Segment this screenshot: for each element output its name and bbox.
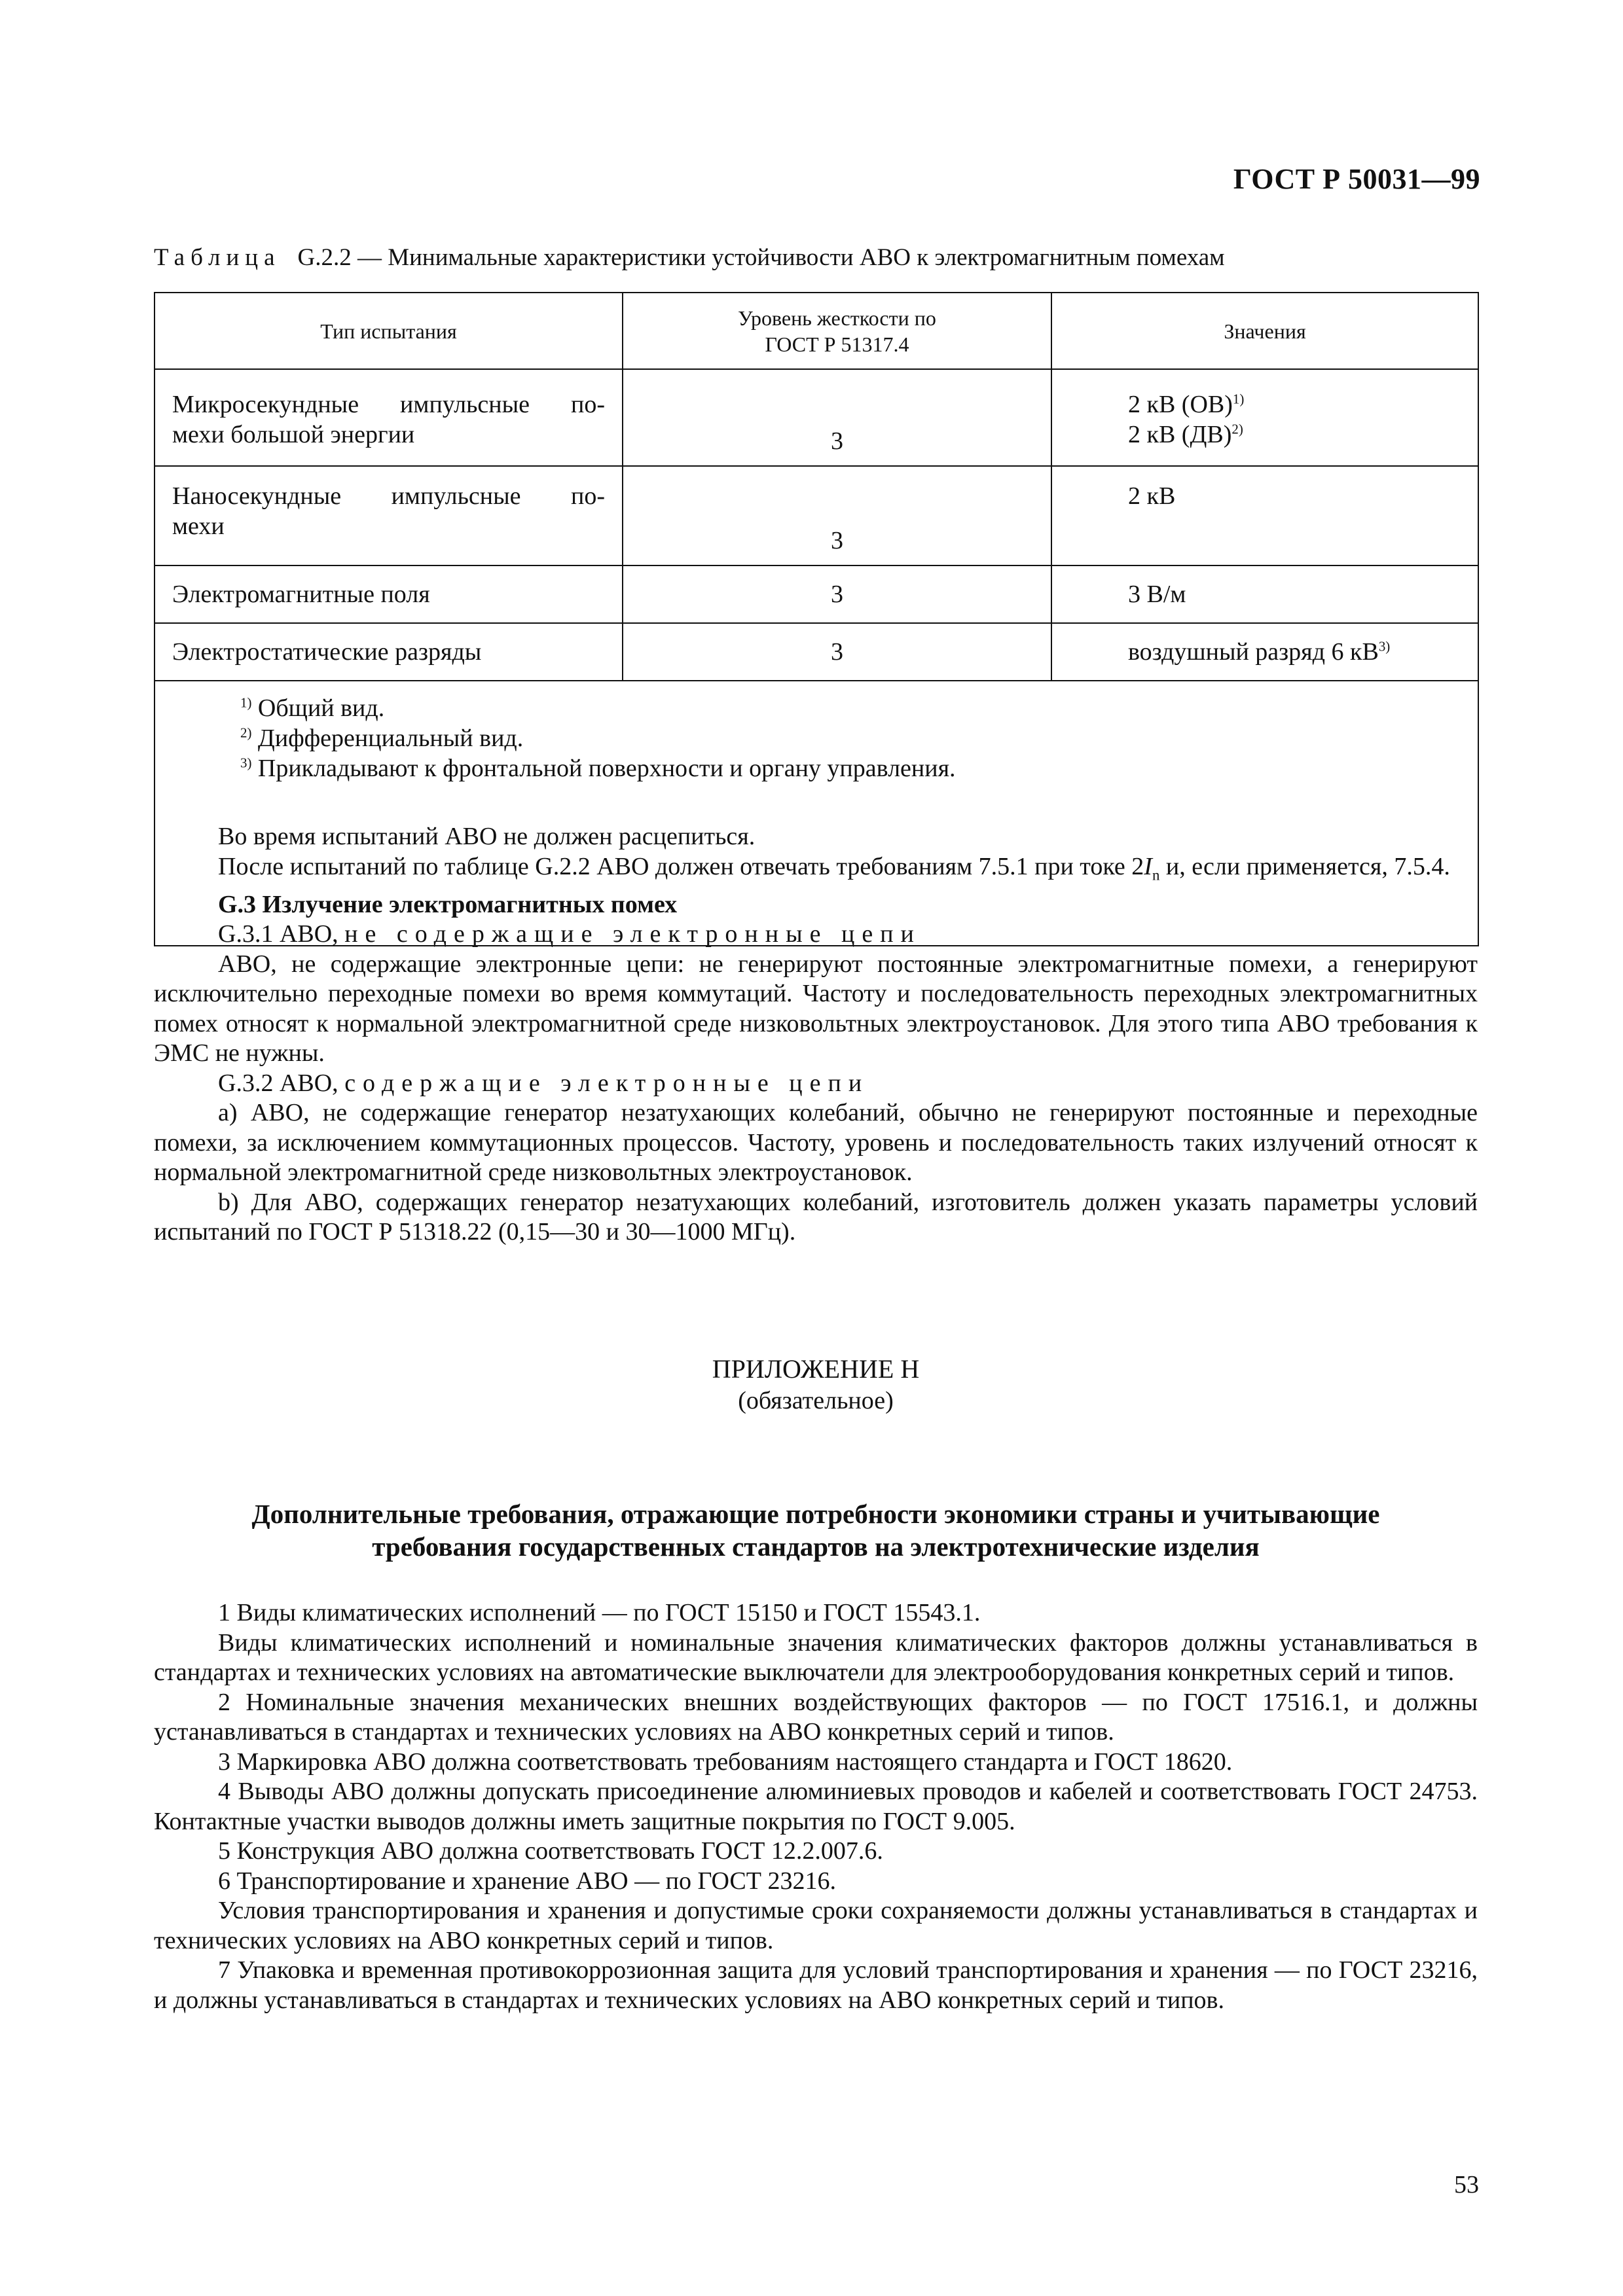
cell-test-type xyxy=(155,565,623,623)
document-code: ГОСТ Р 50031—99 xyxy=(1233,163,1480,195)
test-type-line2: мехи большой энергии xyxy=(172,421,415,448)
value-line1: 2 кВ (ОВ) xyxy=(1128,391,1233,418)
paragraph: a) АВО, не содержащие генератор незатухающих колебаний, обычно не генерируют постоянные и переходные помехи, за исключением коммутационных процессов. Частоту, уровень и последовательность таких излучений относят к нормальной электромагнитной среде низковольтных электроустановок. xyxy=(154,1099,1478,1187)
cell-severity-level: 3 xyxy=(623,466,1051,565)
table-row xyxy=(155,369,1478,466)
value-line1: 2 кВ xyxy=(1128,482,1176,510)
value-text: воздушный разряд 6 кВ xyxy=(1128,638,1379,666)
table-row xyxy=(155,466,1478,565)
header-severity-line2: ГОСТ Р 51317.4 xyxy=(765,332,909,356)
requirement-item: Условия транспортирования и хранения и допустимые сроки сохраняемости должны устанавливаться в стандартах и технических условиях на АВО конкретных серий и типов. xyxy=(154,1897,1478,1954)
paragraph: АВО, не содержащие электронные цепи: не генерируют постоянные электромагнитные помехи, а генерируют исключительно переходные помехи во время коммутаций. Частоту и последовательность переходных электромагнитных помех относят к нормальной электромагнитной среде низковольтных электроустановок. Для этого типа АВО требования к ЭМС не нужны. xyxy=(154,950,1478,1067)
value-footnote-mark: 2) xyxy=(1231,421,1243,437)
header-severity-line1: Уровень жесткости по xyxy=(738,306,936,330)
requirements-title: Дополнительные требования, отражающие потребности экономики страны и учитывающие требования государственных стандартов на электротехнические изделия xyxy=(251,1499,1380,1562)
requirement-item: 5 Конструкция АВО должна соответствовать ГОСТ 12.2.007.6. xyxy=(218,1837,883,1865)
appendix-heading xyxy=(154,1354,1478,1416)
table-row xyxy=(155,623,1478,681)
table-caption-word: Таблица xyxy=(154,244,281,271)
value-footnote-mark: 1) xyxy=(1232,391,1245,407)
cell-value xyxy=(1051,565,1478,623)
table-note: $^{1)}$ Общий вид. xyxy=(240,694,385,722)
appendix-title: ПРИЛОЖЕНИЕ Н xyxy=(712,1354,920,1384)
cell-test-type xyxy=(155,623,623,681)
paragraph: Во время испытаний АВО не должен расцепиться. xyxy=(218,823,756,850)
requirement-item: 3 Маркировка АВО должна соответствовать требованиям настоящего стандарта и ГОСТ 18620. xyxy=(218,1748,1233,1776)
header-values: Значения xyxy=(1051,293,1478,369)
appendix-status: (обязательное) xyxy=(738,1387,894,1414)
test-type-line1: Микросекундные импульсные по- xyxy=(172,391,605,418)
page-number: 53 xyxy=(1454,2171,1479,2198)
subsection-heading-g32: G.3.2 АВО, содержащие электронные цепи xyxy=(218,1069,869,1097)
cell-severity-level: 3 xyxy=(623,565,1051,623)
requirement-item: 1 Виды климатических исполнений — по ГОСТ 15150 и ГОСТ 15543.1. xyxy=(218,1599,981,1626)
section-g-body xyxy=(154,822,1478,1247)
cell-value xyxy=(1051,369,1478,466)
requirement-item: 2 Номинальные значения механических внешних воздействующих факторов — по ГОСТ 17516.1, и должны устанавливаться в стандартах и технических условиях на АВО конкретных серий и типов. xyxy=(154,1688,1478,1746)
header-test-type: Тип испытания xyxy=(155,293,623,369)
table-row xyxy=(155,565,1478,623)
table-caption xyxy=(154,243,1225,272)
subsection-heading-g31: G.3.1 АВО, не содержащие электронные цепи xyxy=(218,920,921,948)
requirements-body xyxy=(154,1598,1478,2015)
header-severity-level xyxy=(623,293,1051,369)
cell-severity-level: 3 xyxy=(623,369,1051,466)
paragraph: b) Для АВО, содержащих генератор незатухающих колебаний, изготовитель должен указать параметры условий испытаний по ГОСТ Р 51318.22 (0,15—30 и 30—1000 МГц). xyxy=(154,1188,1478,1246)
paragraph: После испытаний по таблице G.2.2 АВО должен отвечать требованиям 7.5.1 при токе $2I_n$ и, если применяется, 7.5.4. xyxy=(218,852,1450,884)
cell-value xyxy=(1051,466,1478,565)
test-type-text: Электростатические разряды xyxy=(172,638,482,666)
requirement-item: Виды климатических исполнений и номинальные значения климатических факторов должны устанавливаться в стандартах и технических условиях на автоматические выключатели для электрооборудования конкретных серий и типов. xyxy=(154,1628,1478,1686)
cell-test-type xyxy=(155,369,623,466)
cell-severity-level: 3 xyxy=(623,623,1051,681)
test-type-line2: мехи xyxy=(172,512,225,540)
table-note: $^{3)}$ Прикладывают к фронтальной поверхности и органу управления. xyxy=(240,755,956,782)
table-header-row xyxy=(155,293,1478,369)
value-text: 3 В/м xyxy=(1128,581,1186,608)
cell-value xyxy=(1051,623,1478,681)
requirement-item: 6 Транспортирование и хранение АВО — по ГОСТ 23216. xyxy=(218,1867,836,1895)
test-type-line1: Наносекундные импульсные по- xyxy=(172,482,605,510)
table-note: $^{2)}$ Дифференциальный вид. xyxy=(240,725,524,752)
requirement-item: 4 Выводы АВО должны допускать присоединение алюминиевых проводов и кабелей и соответствовать ГОСТ 24753. Контактные участки выводов должны иметь защитные покрытия по ГОСТ 9.005. xyxy=(154,1778,1478,1835)
requirement-item: 7 Упаковка и временная противокоррозионная защита для условий транспортирования и хранения — по ГОСТ 23216, и должны устанавливаться в стандартах и технических условиях на АВО конкретных серий и типов. xyxy=(154,1956,1478,2014)
value-line2: 2 кВ (ДВ) xyxy=(1128,421,1232,448)
value-footnote-mark: 3) xyxy=(1378,638,1391,655)
cell-test-type xyxy=(155,466,623,565)
test-type-text: Электромагнитные поля xyxy=(172,581,430,608)
section-heading-g3: G.3 Излучение электромагнитных помех xyxy=(218,890,678,918)
table-caption-text: G.2.2 — Минимальные характеристики устойчивости АВО к электромагнитным помехам xyxy=(297,244,1225,271)
